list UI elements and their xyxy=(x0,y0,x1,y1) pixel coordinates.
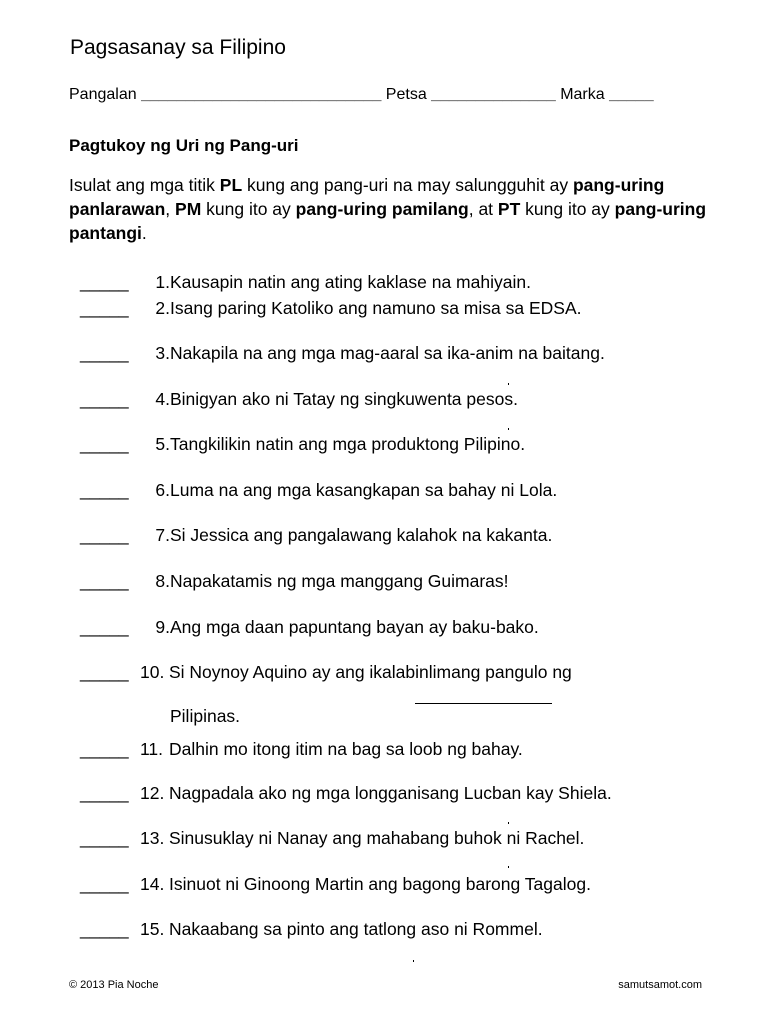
exercise-item xyxy=(80,617,740,638)
instruction-text: kung ang pang-uri na may salungguhit ay xyxy=(242,175,573,195)
item-text: Sinusuklay ni Nanay ang mahabang buhok ni Rachel. xyxy=(169,828,585,848)
exercise-item xyxy=(80,389,740,410)
instruction-code-pl: PL xyxy=(219,175,243,195)
exercise-item xyxy=(80,343,740,364)
exercise-item xyxy=(80,298,740,319)
item-number: 8. xyxy=(155,571,170,591)
item-text: Binigyan ako ni Tatay ng singkuwenta pesos. xyxy=(170,389,518,409)
answer-blank[interactable]: _____ xyxy=(80,525,129,545)
exercise-item xyxy=(80,662,740,683)
item-number: 10. xyxy=(140,662,165,682)
exercise-item xyxy=(80,739,740,760)
item-number: 13. xyxy=(140,828,165,848)
score-label: Marka xyxy=(560,86,605,103)
item-text-continuation: Pilipinas. xyxy=(170,706,241,726)
item-number: 6. xyxy=(155,480,170,500)
item-text: Nakapila na ang mga mag-aaral sa ika-anim na baitang. xyxy=(170,343,605,363)
date-blank: ______________ xyxy=(431,86,556,103)
item-number: 15. xyxy=(140,919,165,939)
item-text: Isinuot ni Ginoong Martin ang bagong barong Tagalog. xyxy=(169,874,591,894)
exercise-item xyxy=(80,571,740,592)
item-number: 3. xyxy=(155,343,170,363)
instruction-text: , at xyxy=(468,199,498,219)
item-number: 5. xyxy=(155,434,170,454)
item-text: Napakatamis ng mga manggang Guimaras! xyxy=(170,571,509,591)
answer-blank[interactable]: _____ xyxy=(80,874,129,894)
stray-mark xyxy=(508,383,509,385)
answer-blank[interactable]: _____ xyxy=(80,617,129,637)
item-number: 4. xyxy=(155,389,170,409)
answer-blank[interactable]: _____ xyxy=(80,272,129,292)
page-title: Pagsasanay sa Filipino xyxy=(70,36,286,59)
answer-blank[interactable]: _____ xyxy=(80,783,129,803)
student-info-line xyxy=(69,86,654,104)
instruction-term-pantangi: pang-uring pantangi xyxy=(69,199,707,243)
exercise-item xyxy=(80,272,740,293)
section-title: Pagtukoy ng Uri ng Pang-uri xyxy=(69,136,299,155)
item-number: 9. xyxy=(155,617,170,637)
item-number: 7. xyxy=(155,525,170,545)
exercise-item xyxy=(80,874,740,895)
answer-blank[interactable]: _____ xyxy=(80,434,129,454)
answer-blank[interactable]: _____ xyxy=(80,828,129,848)
item-number: 11. xyxy=(140,739,164,759)
exercise-item xyxy=(80,480,740,501)
underline-rule xyxy=(415,703,552,704)
stray-mark xyxy=(508,866,509,868)
footer-website: samutsamot.com xyxy=(618,979,702,991)
instruction-code-pt: PT xyxy=(497,199,521,219)
exercise-item xyxy=(80,919,740,940)
instruction-term-pamilang: pang-uring pamilang xyxy=(295,199,469,219)
item-text: Luma na ang mga kasangkapan sa bahay ni Lola. xyxy=(170,480,558,500)
date-label: Petsa xyxy=(385,86,427,103)
answer-blank[interactable]: _____ xyxy=(80,343,129,363)
exercise-item xyxy=(80,434,740,455)
name-label: Pangalan xyxy=(69,86,137,103)
stray-mark xyxy=(508,428,509,430)
item-text: Kausapin natin ang ating kaklase na mahiyain. xyxy=(170,272,531,292)
answer-blank[interactable]: _____ xyxy=(80,389,129,409)
item-text: Tangkilikin natin ang mga produktong Pilipino. xyxy=(170,434,526,454)
item-text: Ang mga daan papuntang bayan ay baku-bako. xyxy=(170,617,539,637)
instruction-code-pm: PM xyxy=(175,199,202,219)
item-number: 12. xyxy=(140,783,165,803)
exercise-item xyxy=(80,525,740,546)
item-text: Si Noynoy Aquino ay ang ikalabinlimang pangulo ng xyxy=(169,662,572,682)
item-text: Isang paring Katoliko ang namuno sa misa sa EDSA. xyxy=(170,298,582,318)
score-blank: _____ xyxy=(609,86,654,103)
answer-blank[interactable]: _____ xyxy=(80,739,129,759)
instruction-text: kung ito ay xyxy=(520,199,615,219)
answer-blank[interactable]: _____ xyxy=(80,480,129,500)
item-text: Si Jessica ang pangalawang kalahok na kakanta. xyxy=(170,525,553,545)
instruction-text: . xyxy=(141,223,147,243)
answer-blank[interactable]: _____ xyxy=(80,298,129,318)
answer-blank[interactable]: _____ xyxy=(80,662,129,682)
exercise-item xyxy=(80,828,740,849)
item-text: Nakaabang sa pinto ang tatlong aso ni Rommel. xyxy=(169,919,543,939)
instruction-term-panlarawan: pang-uring panlarawan xyxy=(69,175,665,219)
item-number: 2. xyxy=(155,298,170,318)
stray-mark xyxy=(413,960,414,962)
answer-blank[interactable]: _____ xyxy=(80,571,129,591)
instructions xyxy=(69,173,719,245)
item-number: 1. xyxy=(155,272,170,292)
instruction-text: Isulat ang mga titik xyxy=(69,175,220,195)
item-text: Dalhin mo itong itim na bag sa loob ng bahay. xyxy=(169,739,523,759)
answer-blank[interactable]: _____ xyxy=(80,919,129,939)
name-blank: ___________________________ xyxy=(141,86,382,103)
exercise-item xyxy=(80,783,740,804)
footer-copyright: © 2013 Pia Noche xyxy=(69,979,159,991)
item-text: Nagpadala ako ng mga longganisang Lucban kay Shiela. xyxy=(169,783,612,803)
instruction-text: , xyxy=(165,199,176,219)
stray-mark xyxy=(508,822,509,824)
item-number: 14. xyxy=(140,874,165,894)
instruction-text: kung ito ay xyxy=(201,199,296,219)
